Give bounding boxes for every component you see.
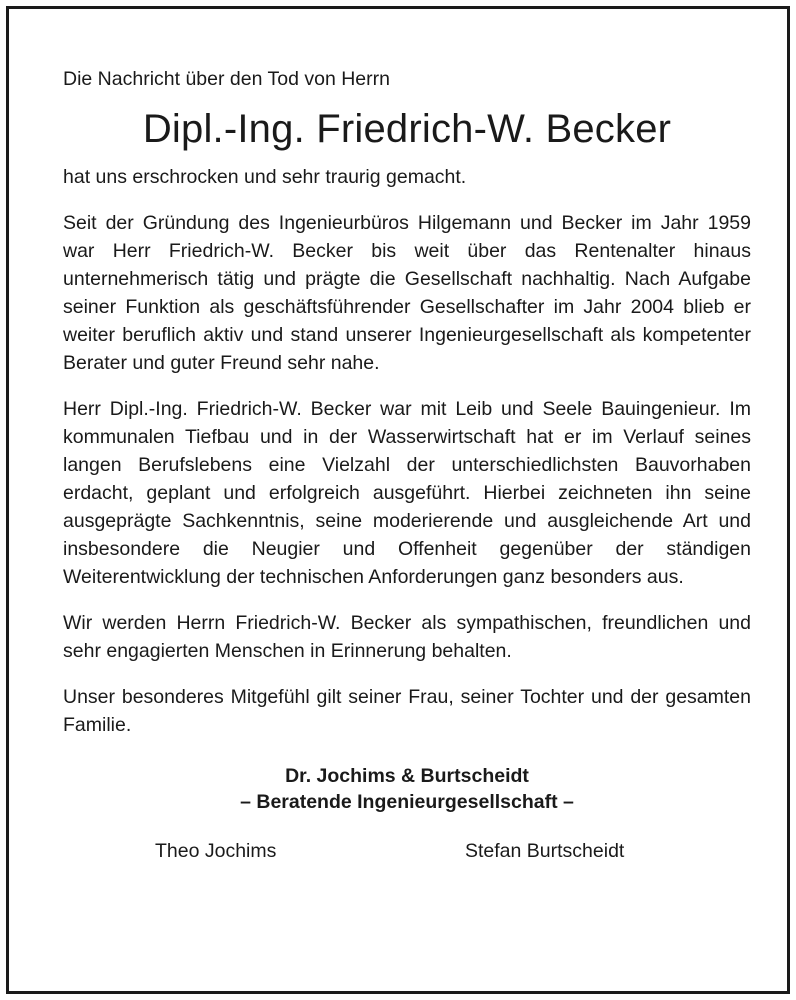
notice-content (63, 65, 751, 867)
paragraph: Herr Dipl.-Ing. Friedrich-W. Becker war mit Leib und Seele Bauingenieur. Im kommunalen Tiefbau und in der Wasserwirtschaft hat er im Verlauf seines langen Berufslebens eine Vielzahl der unterschiedlichsten Bauvorhaben erdacht, geplant und erfolgreich ausgeführt. Hierbei zeichneten ihn seine ausgeprägte Sachkenntnis, seine moderierende und ausgleichende Art und insbesondere die Neugier und Offenheit gegenüber der ständigen Weiterentwicklung der technischen Anforderungen ganz besonders aus. (63, 398, 751, 588)
notice-frame (6, 6, 790, 994)
company-name: Dr. Jochims & Burtscheidt (285, 765, 529, 787)
deceased-name: Dipl.-Ing. Friedrich-W. Becker (142, 107, 672, 151)
company-block (63, 763, 751, 815)
intro-text: Die Nachricht über den Tod von Herrn (63, 68, 390, 90)
company-subtitle: – Beratende Ingenieurgesellschaft – (240, 791, 574, 813)
paragraph: hat uns erschrocken und sehr traurig gemacht. (63, 166, 467, 188)
paragraph: Wir werden Herrn Friedrich-W. Becker als sympathischen, freundlichen und sehr engagierten Menschen in Erinnerung behalten. (63, 612, 751, 662)
signatures (63, 837, 751, 867)
paragraph: Unser besonderes Mitgefühl gilt seiner Frau, seiner Tochter und der gesamten Familie. (63, 686, 751, 736)
signatory-name: Stefan Burtscheidt (465, 840, 625, 862)
signatory-name: Theo Jochims (155, 840, 277, 862)
paragraph: Seit der Gründung des Ingenieurbüros Hilgemann und Becker im Jahr 1959 war Herr Friedrich-W. Becker bis weit über das Rentenalter hinaus unternehmerisch tätig und prägte die Gesellschaft nachhaltig. Nach Aufgabe seiner Funktion als geschäftsführender Gesellschafter im Jahr 2004 blieb er weiter beruflich aktiv und stand unserer Ingenieurgesellschaft als kompetenter Berater und guter Freund sehr nahe. (63, 212, 751, 374)
